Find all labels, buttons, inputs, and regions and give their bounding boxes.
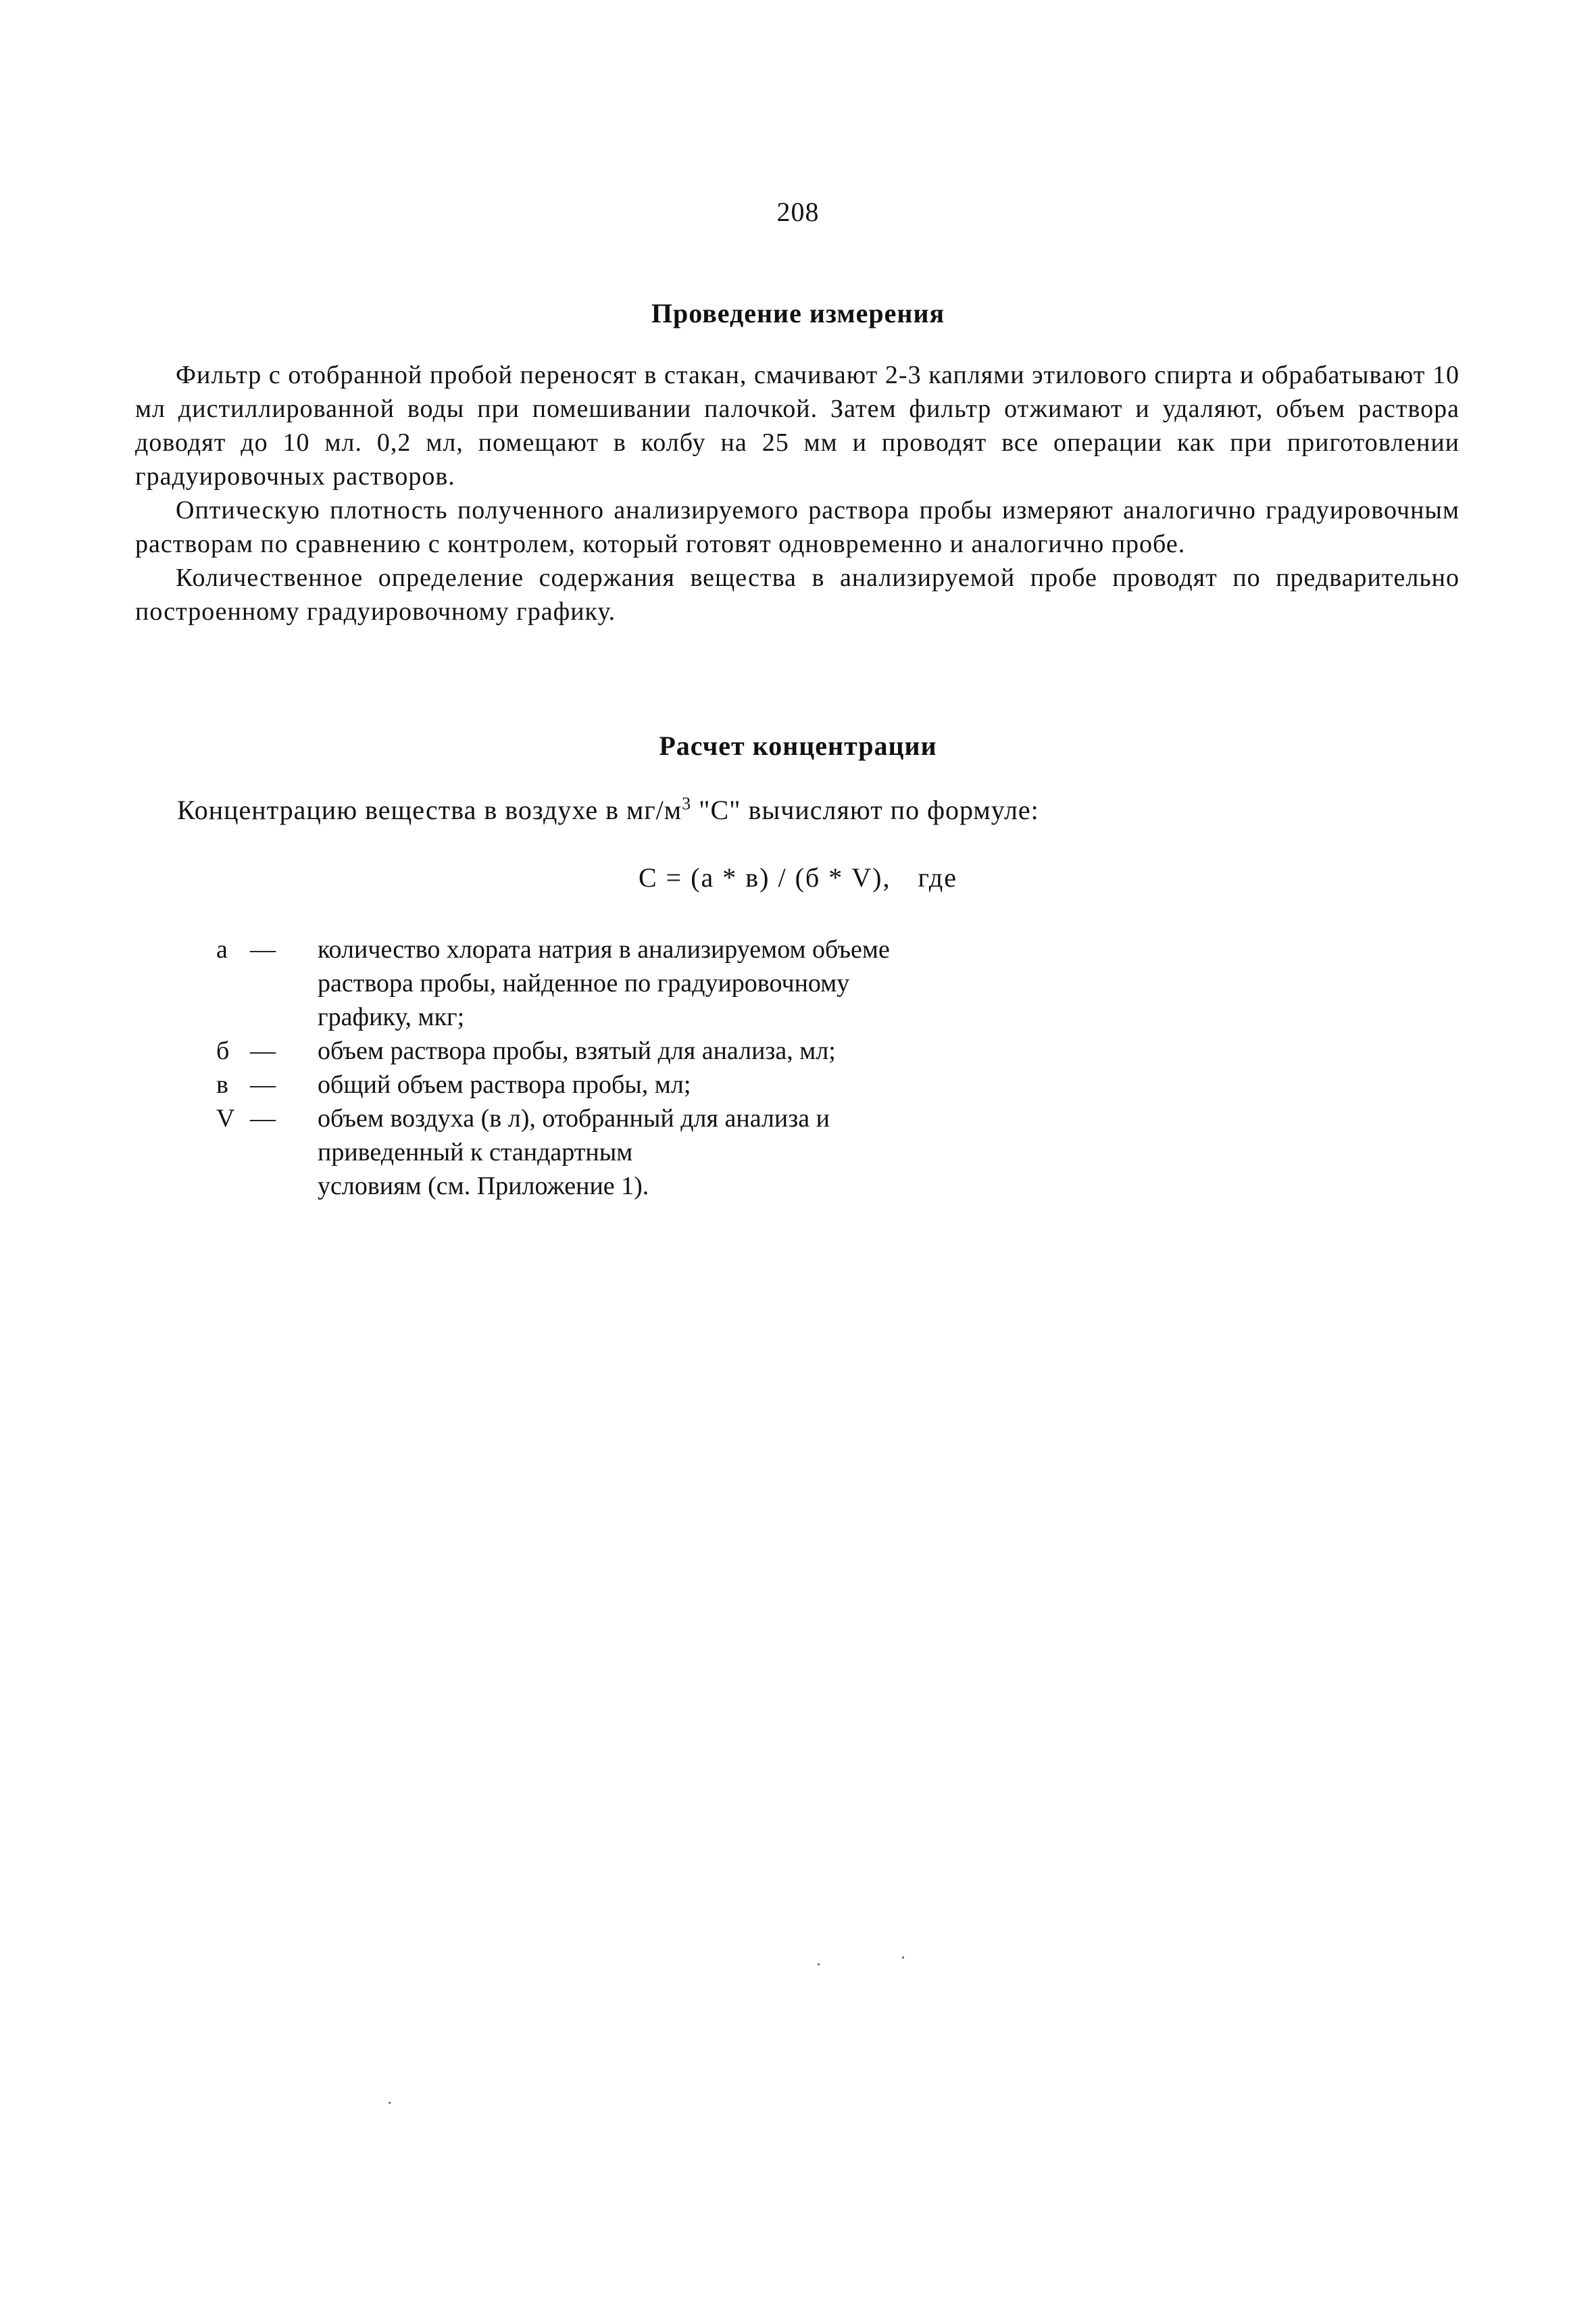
legend-description: количество хлората натрия в анализируемом объеме раствора пробы, найденное по градуировочному графику, мкг; <box>318 935 890 1031</box>
legend-item-v <box>216 1068 1365 1102</box>
legend-description: общий объем раствора пробы, мл; <box>318 1070 691 1099</box>
measurement-body <box>135 358 1460 629</box>
legend-symbol: V <box>216 1104 235 1133</box>
legend-dash: — <box>250 1070 276 1099</box>
formula-intro-tail: "С" вычисляют по формуле: <box>691 795 1039 825</box>
scan-speck <box>389 2102 391 2104</box>
scan-speck <box>818 1963 820 1965</box>
formula-where: где <box>918 862 958 893</box>
formula-intro-superscript: 3 <box>682 793 692 814</box>
formula-intro-text: Концентрацию вещества в воздухе в мг/м <box>177 795 682 825</box>
legend-item-a <box>216 933 1365 1034</box>
measurement-paragraph-1: Фильтр с отобранной пробой переносят в стакан, смачивают 2-3 каплями этилового спирта и обрабатывают 10 мл дистиллированной воды при помешивании палочкой. Затем фильтр отжимают и удаляют, объем раствора доводят до 10 мл. 0,2 мл, помещают в колбу на 25 мм и проводят все операции как при приготовлении градуировочных растворов. <box>135 361 1460 491</box>
legend-description: объем воздуха (в л), отобранный для анализа и приведенный к стандартным условиям (см. Приложение 1). <box>318 1104 830 1200</box>
legend-dash: — <box>250 1037 276 1065</box>
legend-item-air-volume <box>216 1102 1365 1203</box>
formula-intro <box>177 794 1039 826</box>
legend-symbol: а <box>216 935 228 964</box>
scan-speck <box>902 1956 904 1959</box>
calculation-heading: Расчет концентрации <box>659 731 937 761</box>
legend-item-b <box>216 1034 1365 1068</box>
legend-symbol: в <box>216 1070 228 1099</box>
formula-expression: С = (а * в) / (б * V), <box>638 862 891 893</box>
concentration-formula <box>0 862 1596 893</box>
legend-dash: — <box>250 1104 276 1133</box>
variable-legend <box>216 933 1365 1203</box>
measurement-paragraph-2: Оптическую плотность полученного анализируемого раствора пробы измеряют аналогично градуировочным растворам по сравнению с контролем, который готовят одновременно и аналогично пробе. <box>135 496 1460 558</box>
legend-dash: — <box>250 935 276 964</box>
legend-description: объем раствора пробы, взятый для анализа, мл; <box>318 1037 836 1065</box>
measurement-paragraph-3: Количественное определение содержания вещества в анализируемой пробе проводят по предварительно построенному градуировочному графику. <box>135 564 1460 626</box>
measurement-heading: Проведение измерения <box>651 298 945 328</box>
page-number: 208 <box>776 197 820 227</box>
legend-symbol: б <box>216 1037 230 1065</box>
